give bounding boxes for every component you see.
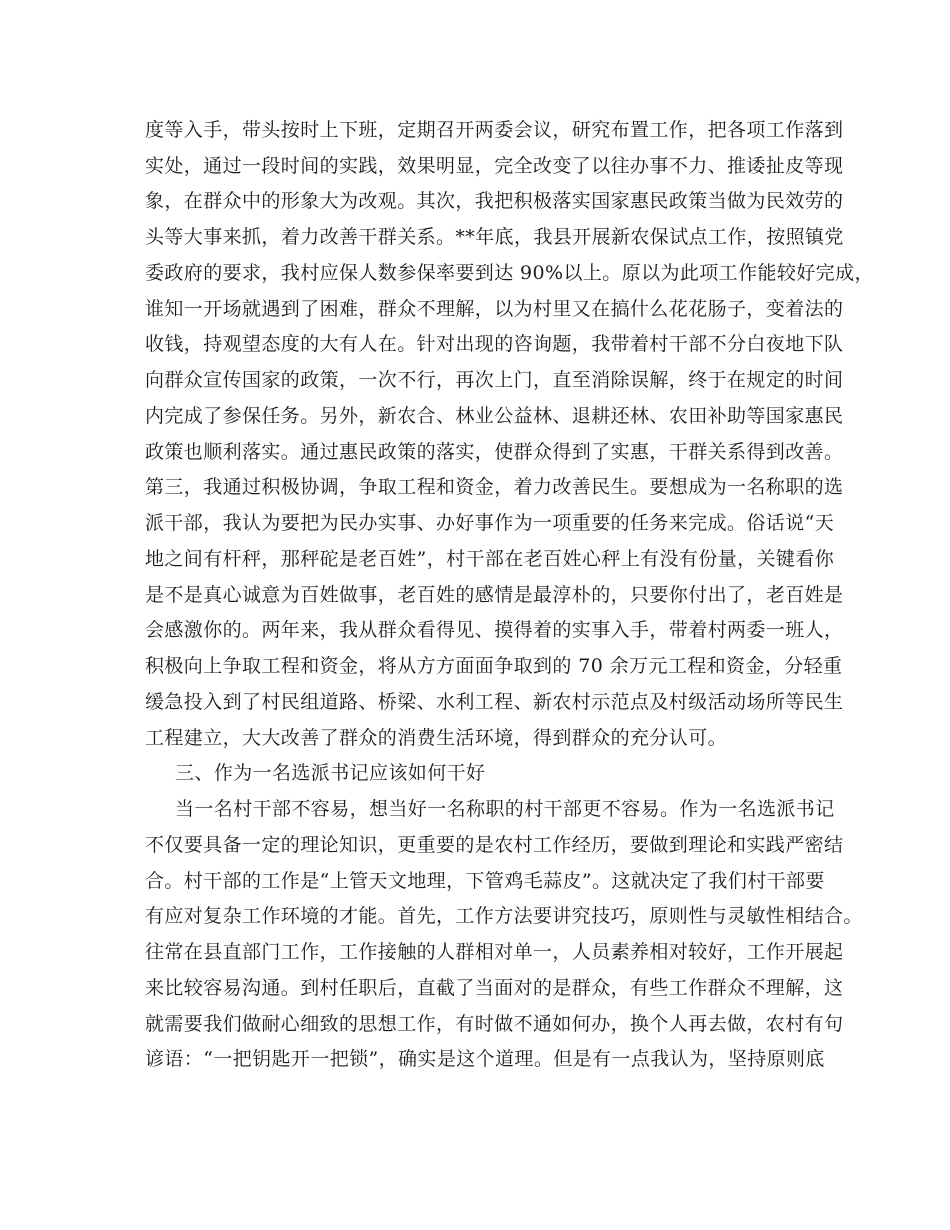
body-text-line: 会感激你的。两年来，我从群众看得见、摸得着的实事入手，带着村两委一班人，: [145, 619, 844, 641]
section-heading: 三、作为一名选派书记应该如何干好: [175, 762, 486, 784]
body-text-line: 谁知一开场就遇到了困难，群众不理解，以为村里又在搞什么花花肠子，变着法的: [145, 298, 844, 320]
body-text-line: 往常在县直部门工作，工作接触的人群相对单一，人员素养相对较好，工作开展起: [145, 941, 844, 963]
body-text-line: 象，在群众中的形象大为改观。其次，我把积极落实国家惠民政策当做为民效劳的: [145, 190, 844, 212]
paragraph-first-line: 当一名村干部不容易，想当好一名称职的村干部更不容易。作为一名选派书记: [175, 798, 835, 820]
body-text-line: 收钱，持观望态度的大有人在。针对出现的咨询题，我带着村干部不分白夜地下队: [145, 333, 844, 355]
body-text-line: 就需要我们做耐心细致的思想工作，有时做不通如何办，换个人再去做，农村有句: [145, 1013, 844, 1035]
body-text-line: 地之间有杆秤，那秤砣是老百姓”，村干部在老百姓心秤上有没有份量，关键看你: [145, 548, 835, 570]
body-text-line: 实处，通过一段时间的实践，效果明显，完全改变了以往办事不力、推诿扯皮等现: [145, 155, 844, 177]
body-text-line: 缓急投入到了村民组道路、桥梁、水利工程、新农村示范点及村级活动场所等民生: [145, 691, 844, 713]
body-text-line: 谚语：“一把钥匙开一把锁”，确实是这个道理。但是有一点我认为，坚持原则底: [145, 1048, 825, 1070]
body-text-line: 度等入手，带头按时上下班，定期召开两委会议，研究布置工作，把各项工作落到: [145, 119, 844, 141]
body-text-line: 派干部，我认为要把为民办实事、办好事作为一项重要的任务来完成。俗话说“天: [145, 512, 835, 534]
body-text-line: 合。村干部的工作是“上管天文地理，下管鸡毛蒜皮”。这就决定了我们村干部要: [145, 870, 825, 892]
body-text-line: 第三，我通过积极协调，争取工程和资金，着力改善民生。要想成为一名称职的选: [145, 476, 844, 498]
body-text-line: 头等大事来抓，着力改善干群关系。**年底，我县开展新农保试点工作，按照镇党: [145, 226, 844, 248]
body-text-line: 不仅要具备一定的理论知识，更重要的是农村工作经历，要做到理论和实践严密结: [145, 834, 844, 856]
body-text-line: 政策也顺利落实。通过惠民政策的落实，使群众得到了实惠，干群关系得到改善。: [145, 441, 844, 463]
body-text-line: 积极向上争取工程和资金，将从方方面面争取到的 70 余万元工程和资金，分轻重: [145, 655, 843, 677]
body-text-line: 有应对复杂工作环境的才能。首先，工作方法要讲究技巧，原则性与灵敏性相结合。: [145, 905, 863, 927]
body-text-line: 向群众宣传国家的政策，一次不行，再次上门，直至消除误解，终于在规定的时间: [145, 369, 844, 391]
body-text-line: 工程建立，大大改善了群众的消费生活环境，得到群众的充分认可。: [145, 727, 728, 749]
body-text-line: 是不是真心诚意为百姓做事，老百姓的感情是最淳朴的，只要你付出了，老百姓是: [145, 584, 844, 606]
body-text-line: 内完成了参保任务。另外，新农合、林业公益林、退耕还林、农田补助等国家惠民: [145, 405, 844, 427]
body-text-line: 委政府的要求，我村应保人数参保率要到达 90%以上。原以为此项工作能较好完成，: [145, 262, 874, 284]
body-text-line: 来比较容易沟通。到村任职后，直截了当面对的是群众，有些工作群众不理解，这: [145, 977, 844, 999]
